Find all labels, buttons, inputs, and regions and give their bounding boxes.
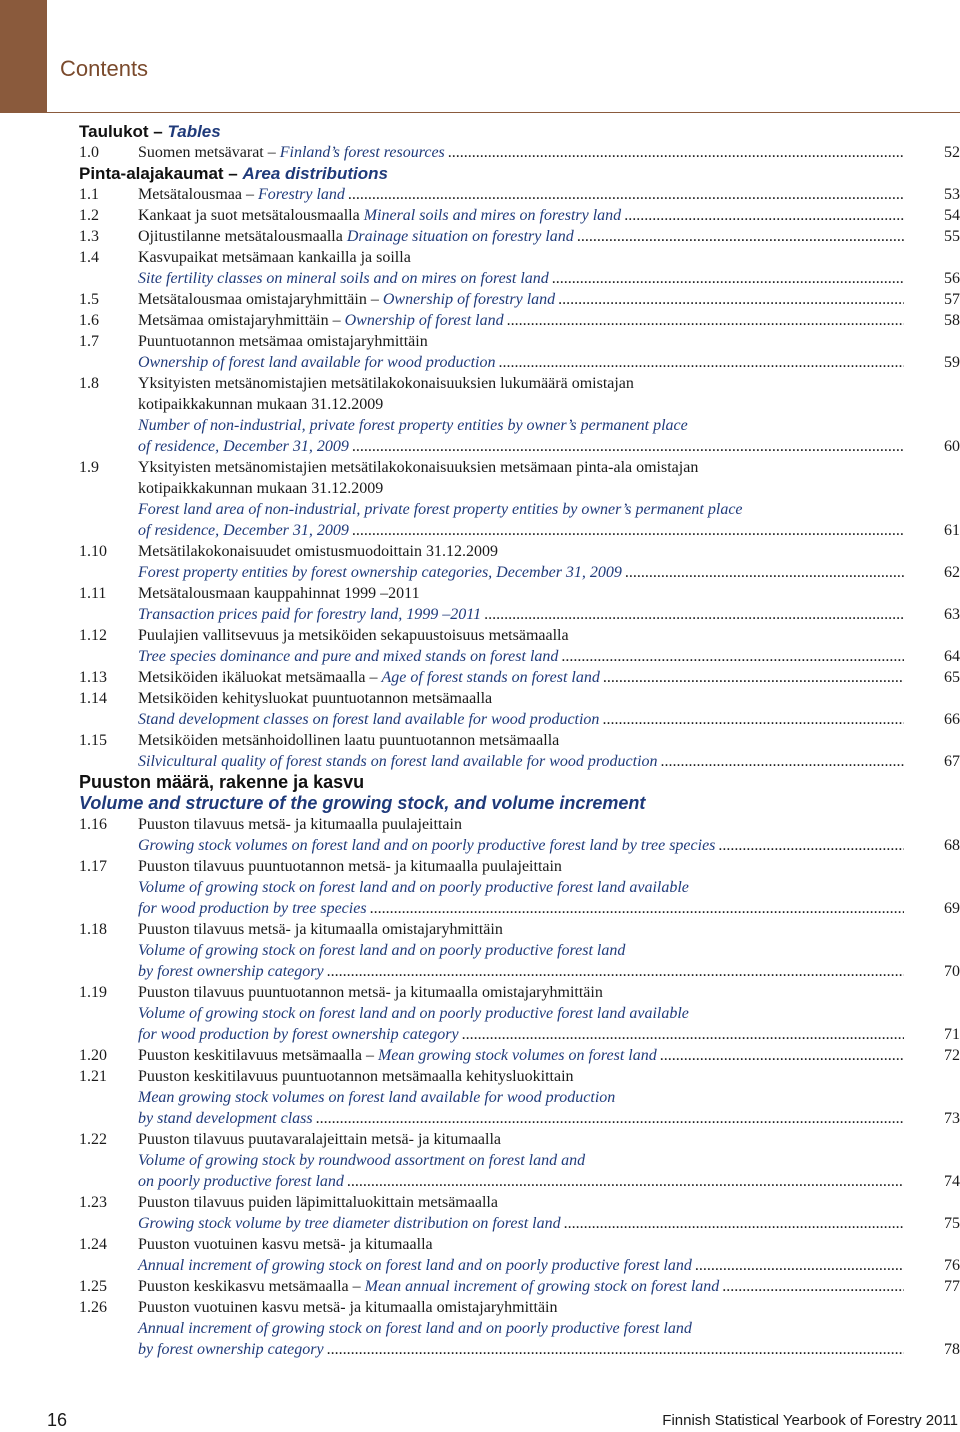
entry-title-fi: Puuston tilavuus puiden läpimittaluokittain metsämaalla — [138, 1194, 498, 1211]
dot-leader — [624, 205, 904, 226]
entry-number: 1.12 — [79, 627, 107, 644]
entry-line-text — [138, 898, 367, 919]
entry-body — [138, 373, 960, 457]
entry-line — [138, 961, 960, 982]
entry-line — [138, 205, 960, 226]
entry-number: 1.21 — [79, 1068, 107, 1085]
entry-line — [138, 940, 960, 961]
toc-entry[interactable] — [79, 583, 960, 625]
entry-page-number: 74 — [944, 1173, 960, 1190]
entry-body — [138, 856, 960, 919]
dot-leader — [348, 184, 904, 205]
entry-line — [138, 688, 960, 709]
toc-entry[interactable] — [79, 373, 960, 457]
entry-page-number: 65 — [944, 669, 960, 686]
dot-leader — [370, 898, 904, 919]
entry-body — [138, 1297, 960, 1360]
toc-entry[interactable] — [79, 856, 960, 919]
entry-line-text — [138, 436, 349, 457]
entry-number: 1.8 — [79, 375, 99, 392]
entry-title-en: Mean annual increment of growing stock on forest land — [364, 1278, 720, 1295]
toc-entry[interactable] — [79, 184, 960, 205]
entry-title-en: for wood production by forest ownership category — [138, 1026, 459, 1043]
entry-line — [138, 1276, 960, 1297]
entry-number: 1.26 — [79, 1299, 107, 1316]
toc-entry[interactable] — [79, 730, 960, 772]
entry-line — [138, 1087, 960, 1108]
section-heading-en: Area distributions — [242, 164, 388, 183]
entry-line — [138, 541, 960, 562]
entry-page-number: 61 — [944, 522, 960, 539]
dot-leader — [577, 226, 904, 247]
entry-line — [138, 415, 960, 436]
entry-number: 1.0 — [79, 144, 99, 161]
entry-title-fi: Metsätalousmaan kauppahinnat 1999 –2011 — [138, 585, 420, 602]
entry-number: 1.7 — [79, 333, 99, 350]
entry-page-number: 78 — [944, 1341, 960, 1358]
entry-page-number: 63 — [944, 606, 960, 623]
section-heading-en: Volume and structure of the growing stock, and volume increment — [79, 793, 646, 813]
entry-title-fi: Metsätalousmaa – — [138, 186, 258, 203]
entry-line — [138, 184, 960, 205]
entry-body — [138, 289, 960, 310]
entry-number: 1.16 — [79, 816, 107, 833]
entry-line-text — [138, 604, 481, 625]
entry-page-number: 62 — [944, 564, 960, 581]
toc-entry[interactable] — [79, 289, 960, 310]
section-heading-dash: – — [223, 164, 243, 183]
entry-number: 1.4 — [79, 249, 99, 266]
entry-page-number: 73 — [944, 1110, 960, 1127]
dot-leader — [462, 1024, 904, 1045]
entry-line — [138, 1339, 960, 1360]
entry-line — [138, 499, 960, 520]
entry-page-number: 59 — [944, 354, 960, 371]
toc-entry[interactable] — [79, 919, 960, 982]
entry-body — [138, 1234, 960, 1276]
entry-body — [138, 184, 960, 205]
entry-title-en: Ownership of forest land — [344, 312, 504, 329]
section-heading — [79, 163, 960, 184]
entry-line — [138, 310, 960, 331]
entry-title-en: Transaction prices paid for forestry land, 1999 –2011 — [138, 606, 482, 623]
dot-leader — [718, 835, 904, 856]
entry-title-fi: Metsiköiden metsänhoidollinen laatu puuntuotannon metsämaalla — [138, 732, 560, 749]
entry-line — [138, 1003, 960, 1024]
entry-line — [138, 667, 960, 688]
entry-line — [138, 1045, 960, 1066]
entry-page-number: 77 — [944, 1278, 960, 1295]
entry-line-text — [138, 1255, 692, 1276]
entry-body — [138, 688, 960, 730]
entry-title-fi: Kasvupaikat metsämaan kankailla ja soilla — [138, 249, 411, 266]
entry-page-number: 53 — [944, 186, 960, 203]
dot-leader — [327, 1339, 904, 1360]
entry-title-en: of residence, December 31, 2009 — [138, 438, 349, 455]
entry-number: 1.3 — [79, 228, 99, 245]
entry-title-en: Mean growing stock volumes on forest land available for wood production — [138, 1089, 616, 1106]
entry-line — [138, 352, 960, 373]
entry-line — [138, 877, 960, 898]
entry-title-fi: Metsiköiden kehitysluokat puuntuotannon metsämaalla — [138, 690, 493, 707]
toc-entry[interactable] — [79, 1129, 960, 1192]
toc-entry[interactable] — [79, 982, 960, 1045]
entry-page-number: 58 — [944, 312, 960, 329]
entry-number: 1.17 — [79, 858, 107, 875]
entry-number: 1.5 — [79, 291, 99, 308]
entry-line — [138, 373, 960, 394]
entry-line — [138, 394, 960, 415]
entry-line-text — [138, 751, 658, 772]
entry-title-fi: Puuntuotannon metsämaa omistajaryhmittäin — [138, 333, 428, 350]
entry-title-fi: Yksityisten metsänomistajien metsätilakokonaisuuksien metsämaan pinta-ala omistajan — [138, 459, 699, 476]
entry-line — [138, 1024, 960, 1045]
entry-title-en: Forestry land — [257, 186, 345, 203]
entry-page-number: 70 — [944, 963, 960, 980]
entry-body — [138, 541, 960, 583]
entry-line — [138, 709, 960, 730]
entry-line — [138, 1150, 960, 1171]
entry-line — [138, 604, 960, 625]
entry-page-number: 75 — [944, 1215, 960, 1232]
dot-leader — [552, 268, 904, 289]
entry-line-text — [138, 667, 600, 688]
entry-line — [138, 289, 960, 310]
entry-body — [138, 226, 960, 247]
entry-title-en: Ownership of forestry land — [382, 291, 556, 308]
entry-page-number: 66 — [944, 711, 960, 728]
entry-line-text — [138, 835, 715, 856]
entry-number: 1.23 — [79, 1194, 107, 1211]
entry-line — [138, 142, 960, 163]
entry-line — [138, 835, 960, 856]
entry-line-text — [138, 268, 549, 289]
entry-title-fi: Puuston tilavuus metsä- ja kitumaalla puulajeittain — [138, 816, 462, 833]
entry-line-text — [138, 1171, 344, 1192]
entry-number: 1.20 — [79, 1047, 107, 1064]
entry-line — [138, 1213, 960, 1234]
dot-leader — [603, 667, 904, 688]
entry-title-fi: Yksityisten metsänomistajien metsätilakokonaisuuksien lukumäärä omistajan — [138, 375, 634, 392]
entry-body — [138, 247, 960, 289]
entry-line-text — [138, 226, 574, 247]
entry-line — [138, 478, 960, 499]
entry-line — [138, 1192, 960, 1213]
page-title: Contents — [60, 56, 149, 81]
entry-page-number: 57 — [944, 291, 960, 308]
dot-leader — [625, 562, 904, 583]
dot-leader — [722, 1276, 904, 1297]
dot-leader — [561, 646, 904, 667]
entry-body — [138, 205, 960, 226]
entry-number: 1.1 — [79, 186, 99, 203]
entry-line-text — [138, 562, 622, 583]
entry-page-number: 64 — [944, 648, 960, 665]
entry-number: 1.9 — [79, 459, 99, 476]
section-heading — [79, 121, 960, 142]
entry-title-en: Forest land area of non-industrial, private forest property entities by owner’s permanent place — [138, 501, 743, 518]
toc-entry[interactable] — [79, 814, 960, 856]
entry-title-en: Volume of growing stock on forest land and on poorly productive forest land — [138, 942, 626, 959]
entry-body — [138, 814, 960, 856]
entry-page-number: 56 — [944, 270, 960, 287]
entry-title-en: Site fertility classes on mineral soils and on mires on forest land — [138, 270, 549, 287]
entry-line — [138, 730, 960, 751]
entry-number: 1.15 — [79, 732, 107, 749]
entry-line — [138, 1234, 960, 1255]
toc-entry[interactable] — [79, 1234, 960, 1276]
entry-body — [138, 919, 960, 982]
entry-title-en: by stand development class — [138, 1110, 313, 1127]
entry-line — [138, 436, 960, 457]
entry-line-text — [138, 310, 504, 331]
entry-page-number: 55 — [944, 228, 960, 245]
toc-entry[interactable] — [79, 247, 960, 289]
entry-title-fi: Puuston keskitilavuus metsämaalla – — [138, 1047, 378, 1064]
entry-title-en: by forest ownership category — [138, 963, 324, 980]
entry-title-en: Silvicultural quality of forest stands on forest land available for wood production — [138, 753, 658, 770]
entry-title-en: Age of forest stands on forest land — [381, 669, 600, 686]
toc-entry[interactable] — [79, 541, 960, 583]
entry-title-en: Growing stock volume by tree diameter distribution on forest land — [138, 1215, 561, 1232]
entry-number: 1.18 — [79, 921, 107, 938]
entry-page-number: 52 — [944, 144, 960, 161]
entry-line — [138, 919, 960, 940]
entry-line — [138, 898, 960, 919]
section-heading-fi: Puuston määrä, rakenne ja kasvu — [79, 772, 365, 792]
page-number: 16 — [47, 1410, 68, 1430]
entry-line — [138, 226, 960, 247]
toc-entry[interactable] — [79, 226, 960, 247]
entry-number: 1.25 — [79, 1278, 107, 1295]
dot-leader — [507, 310, 904, 331]
entry-title-fi: Puuston tilavuus metsä- ja kitumaalla omistajaryhmittäin — [138, 921, 503, 938]
entry-title-fi: kotipaikkakunnan mukaan 31.12.2009 — [138, 480, 384, 497]
entry-line-text — [138, 1045, 657, 1066]
entry-body — [138, 1129, 960, 1192]
entry-title-en: of residence, December 31, 2009 — [138, 522, 349, 539]
entry-title-en: for wood production by tree species — [138, 900, 367, 917]
entry-line — [138, 814, 960, 835]
toc-entry[interactable] — [79, 1066, 960, 1129]
dot-leader — [347, 1171, 904, 1192]
entry-number: 1.6 — [79, 312, 99, 329]
entry-title-fi: Puuston vuotuinen kasvu metsä- ja kitumaalla — [138, 1236, 433, 1253]
entry-line — [138, 856, 960, 877]
entry-page-number: 60 — [944, 438, 960, 455]
entry-line — [138, 1297, 960, 1318]
entry-line-text — [138, 184, 345, 205]
entry-title-en: by forest ownership category — [138, 1341, 324, 1358]
entry-title-en: on poorly productive forest land — [138, 1173, 344, 1190]
entry-title-fi: Metsämaa omistajaryhmittäin – — [138, 312, 345, 329]
dot-leader — [661, 751, 904, 772]
section-heading-en: Tables — [167, 122, 221, 141]
entry-body — [138, 1045, 960, 1066]
entry-title-en: Stand development classes on forest land available for wood production — [138, 711, 600, 728]
entry-line — [138, 562, 960, 583]
dot-leader — [558, 289, 904, 310]
entry-body — [138, 142, 960, 163]
entry-title-fi: Puuston tilavuus puuntuotannon metsä- ja kitumaalla puulajeittain — [138, 858, 562, 875]
dot-leader — [448, 142, 904, 163]
toc-entry[interactable] — [79, 1297, 960, 1360]
entry-title-fi: Puuston tilavuus puuntuotannon metsä- ja kitumaalla omistajaryhmittäin — [138, 984, 603, 1001]
header-rule — [47, 112, 960, 113]
entry-body — [138, 667, 960, 688]
entry-body — [138, 457, 960, 541]
entry-title-en: Growing stock volumes on forest land and on poorly productive forest land by tree species — [138, 837, 716, 854]
entry-title-en: Volume of growing stock on forest land and on poorly productive forest land available — [138, 1005, 689, 1022]
entry-title-fi: Metsiköiden ikäluokat metsämaalla – — [138, 669, 382, 686]
toc-entry[interactable] — [79, 1045, 960, 1066]
entry-line-text — [138, 646, 558, 667]
dot-leader — [352, 520, 904, 541]
section-heading-fi: Pinta-alajakaumat — [79, 164, 224, 183]
dot-leader — [695, 1255, 904, 1276]
entry-line — [138, 1171, 960, 1192]
entry-page-number: 67 — [944, 753, 960, 770]
section-heading-fi: Taulukot — [79, 122, 149, 141]
entry-line-text — [138, 1276, 719, 1297]
entry-line — [138, 1255, 960, 1276]
entry-page-number: 72 — [944, 1047, 960, 1064]
entry-title-fi: Suomen metsävarat – — [138, 144, 280, 161]
toc-entry[interactable] — [79, 331, 960, 373]
toc-entry[interactable] — [79, 625, 960, 667]
dot-leader — [660, 1045, 904, 1066]
entry-number: 1.10 — [79, 543, 107, 560]
entry-title-fi: Metsätalousmaa omistajaryhmittäin – — [138, 291, 383, 308]
entry-body — [138, 583, 960, 625]
toc-entry[interactable] — [79, 205, 960, 226]
entry-body — [138, 1192, 960, 1234]
entry-number: 1.13 — [79, 669, 107, 686]
entry-number: 1.11 — [79, 585, 107, 602]
entry-title-en: Volume of growing stock on forest land and on poorly productive forest land available — [138, 879, 689, 896]
entry-line-text — [138, 352, 495, 373]
entry-line — [138, 1066, 960, 1087]
dot-leader — [564, 1213, 904, 1234]
entry-title-en: Forest property entities by forest ownership categories, December 31, 2009 — [138, 564, 622, 581]
entry-line-text — [138, 1024, 459, 1045]
entry-line — [138, 583, 960, 604]
entry-page-number: 71 — [944, 1026, 960, 1043]
entry-title-fi: Ojitustilanne metsätalousmaalla — [138, 228, 347, 245]
entry-title-en: Tree species dominance and pure and mixed stands on forest land — [138, 648, 559, 665]
toc-entry[interactable] — [79, 667, 960, 688]
entry-number: 1.24 — [79, 1236, 107, 1253]
entry-title-fi: kotipaikkakunnan mukaan 31.12.2009 — [138, 396, 384, 413]
entry-line-text — [138, 142, 445, 163]
entry-line — [138, 982, 960, 1003]
entry-line-text — [138, 961, 324, 982]
entry-title-fi: Puuston keskitilavuus puuntuotannon metsämaalla kehitysluokittain — [138, 1068, 574, 1085]
toc-entry[interactable] — [79, 310, 960, 331]
entry-title-fi: Puuston vuotuinen kasvu metsä- ja kitumaalla omistajaryhmittäin — [138, 1299, 558, 1316]
entry-body — [138, 1276, 960, 1297]
entry-title-fi: Puulajien vallitsevuus ja metsiköiden sekapuustoisuus metsämaalla — [138, 627, 569, 644]
entry-title-en: Annual increment of growing stock on forest land and on poorly productive forest land — [138, 1257, 692, 1274]
dot-leader — [327, 961, 904, 982]
dot-leader — [352, 436, 904, 457]
entry-line — [138, 1108, 960, 1129]
entry-title-fi: Puuston keskikasvu metsämaalla – — [138, 1278, 365, 1295]
entry-title-en: Finland’s forest resources — [279, 144, 445, 161]
entry-page-number: 68 — [944, 837, 960, 854]
entry-title-en: Drainage situation on forestry land — [346, 228, 574, 245]
dot-leader — [484, 604, 904, 625]
entry-line — [138, 457, 960, 478]
entry-line — [138, 646, 960, 667]
entry-page-number: 54 — [944, 207, 960, 224]
entry-title-fi: Puuston tilavuus puutavaralajeittain metsä- ja kitumaalla — [138, 1131, 502, 1148]
toc-entry[interactable] — [79, 688, 960, 730]
entry-body — [138, 1066, 960, 1129]
toc-entry[interactable] — [79, 142, 960, 163]
toc-entry[interactable] — [79, 457, 960, 541]
entry-body — [138, 625, 960, 667]
entry-page-number: 69 — [944, 900, 960, 917]
entry-line — [138, 625, 960, 646]
dot-leader — [316, 1108, 904, 1129]
entry-line — [138, 751, 960, 772]
entry-title-en: Annual increment of growing stock on forest land and on poorly productive forest land — [138, 1320, 692, 1337]
entry-title-en: Number of non-industrial, private forest property entities by owner’s permanent place — [138, 417, 688, 434]
entry-body — [138, 310, 960, 331]
entry-line — [138, 268, 960, 289]
entry-title-en: Mean growing stock volumes on forest land — [377, 1047, 657, 1064]
entry-title-fi: Metsätilakokonaisuudet omistusmuodoittain 31.12.2009 — [138, 543, 498, 560]
entry-title-fi: Kankaat ja suot metsätalousmaalla — [138, 207, 364, 224]
entry-line — [138, 247, 960, 268]
entry-body — [138, 331, 960, 373]
entry-page-number: 76 — [944, 1257, 960, 1274]
side-accent-bar — [0, 0, 47, 113]
entry-number: 1.19 — [79, 984, 107, 1001]
entry-line — [138, 1129, 960, 1150]
entry-number: 1.14 — [79, 690, 107, 707]
entry-body — [138, 730, 960, 772]
entry-line-text — [138, 520, 349, 541]
entry-line-text — [138, 1213, 561, 1234]
entry-number: 1.22 — [79, 1131, 107, 1148]
entry-number: 1.2 — [79, 207, 99, 224]
entry-body — [138, 982, 960, 1045]
entry-line — [138, 331, 960, 352]
entry-line-text — [138, 289, 555, 310]
entry-line — [138, 1318, 960, 1339]
toc-entry[interactable] — [79, 1192, 960, 1234]
entry-title-en: Mineral soils and mires on forestry land — [363, 207, 622, 224]
entry-line-text — [138, 205, 621, 226]
table-of-contents — [79, 121, 960, 1360]
entry-line-text — [138, 1339, 324, 1360]
section-heading-dash: – — [148, 122, 168, 141]
entry-line — [138, 520, 960, 541]
entry-title-en: Ownership of forest land available for wood production — [138, 354, 496, 371]
dot-leader — [602, 709, 904, 730]
entry-line-text — [138, 1108, 313, 1129]
dot-leader — [498, 352, 904, 373]
entry-line-text — [138, 709, 599, 730]
toc-entry[interactable] — [79, 1276, 960, 1297]
entry-title-en: Volume of growing stock by roundwood assortment on forest land and — [138, 1152, 586, 1169]
publication-title: Finnish Statistical Yearbook of Forestry 2011 — [662, 1412, 958, 1429]
